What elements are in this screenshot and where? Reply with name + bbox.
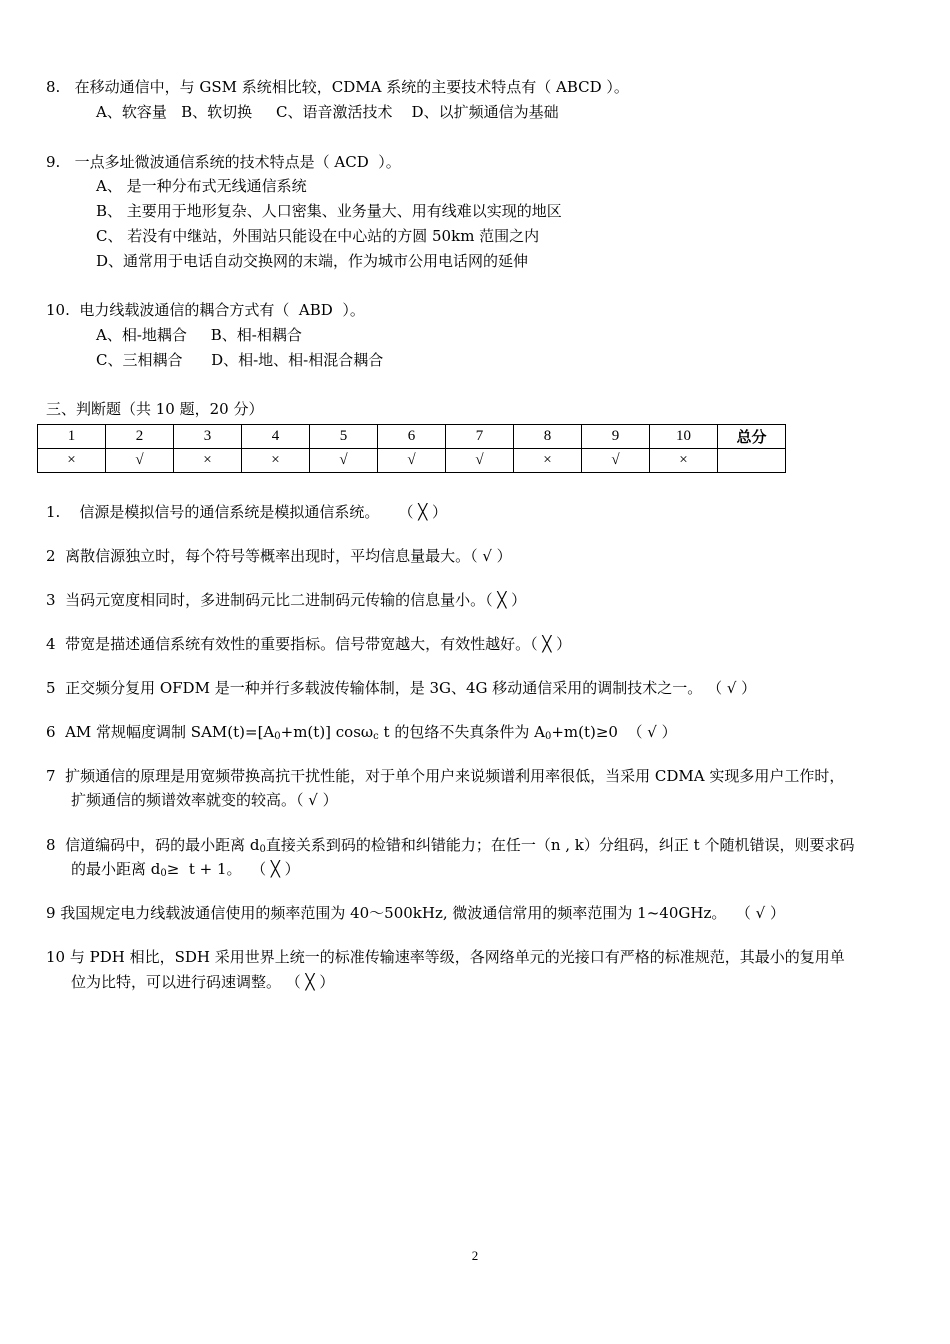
- header-cell: 9: [582, 425, 650, 449]
- header-cell: 3: [174, 425, 242, 449]
- q6-sub-c: c: [373, 731, 379, 742]
- question-9-option-c: C、 若没有中继站，外围站只能设在中心站的方圆 50km 范围之内: [96, 227, 540, 245]
- answer-table-answer-row: [38, 449, 786, 473]
- q8-l1-suffix: 直接关系到码的检错和纠错能力；在任一（n , k）分组码，纠正 t 个随机错误，则要求码: [265, 836, 855, 854]
- header-cell: 6: [378, 425, 446, 449]
- answer-cell: √: [446, 449, 514, 473]
- answer-table-header-row: [38, 425, 786, 449]
- page-number: 2: [471, 1248, 479, 1263]
- q6-sub-0: 0: [274, 731, 281, 742]
- answer-cell: √: [378, 449, 446, 473]
- q6-mid2: t 的包络不失真条件为 A: [378, 723, 545, 741]
- header-cell: 2: [106, 425, 174, 449]
- q8-l1-prefix: 8 信道编码中，码的最小距离 d: [46, 836, 260, 854]
- question-9-stem: 9. 一点多址微波通信系统的技术特点是（ ACD ）。: [46, 153, 401, 171]
- judge-question-1: 1. 信源是模拟信号的通信系统是模拟通信系统。 （ ╳ ）: [46, 503, 448, 521]
- question-9-option-a: A、 是一种分布式无线通信系统: [96, 177, 307, 195]
- q6-sub-1: 0: [544, 731, 552, 742]
- answer-cell: ×: [242, 449, 310, 473]
- judge-question-2: 2 离散信源独立时，每个符号等概率出现时，平均信息量最大。（ √ ）: [46, 547, 512, 565]
- question-9-option-d: D、通常用于电话自动交换网的末端，作为城市公用电话网的延伸: [96, 252, 529, 270]
- q8-l2-prefix: 的最小距离 d: [71, 860, 161, 878]
- question-10-options-ab: A、相-地耦合 B、相-相耦合: [96, 326, 302, 344]
- judge-question-5: 5 正交频分复用 OFDM 是一种并行多载波传输体制，是 3G、4G 移动通信采用的调制技术之一。 （ √ ）: [46, 679, 757, 697]
- judge-question-7-line-1: 7 扩频通信的原理是用宽频带换高抗干扰性能，对于单个用户来说频谱利用率很低，当采用 CDMA 实现多用户工作时，: [46, 767, 845, 785]
- question-10-options-cd: C、三相耦合 D、相-地、相-相混合耦合: [96, 351, 384, 369]
- header-cell: 5: [310, 425, 378, 449]
- judge-question-7-line-2: 扩频通信的频谱效率就变的较高。（ √ ）: [71, 791, 338, 809]
- q6-prefix: 6 AM 常规幅度调制 SAM(t)=[A: [46, 723, 275, 741]
- answer-cell: ×: [650, 449, 718, 473]
- header-cell: 1: [38, 425, 106, 449]
- q6-mid1: +m(t)] cosω: [280, 723, 374, 741]
- judge-question-10-line-2: 位为比特，可以进行码速调整。 （ ╳ ）: [71, 973, 335, 991]
- answer-cell-total[interactable]: [718, 449, 786, 473]
- question-10-stem: 10. 电力线载波通信的耦合方式有（ ABD ）。: [46, 301, 365, 319]
- question-8-stem: 8. 在移动通信中，与 GSM 系统相比较，CDMA 系统的主要技术特点有（ ABCD ）。: [46, 78, 629, 96]
- header-cell: 4: [242, 425, 310, 449]
- judge-question-4: 4 带宽是描述通信系统有效性的重要指标。信号带宽越大，有效性越好。（ ╳ ）: [46, 635, 572, 653]
- judge-question-9: 9 我国规定电力线载波通信使用的频率范围为 40～500kHz, 微波通信常用的频率范围为 1~40GHz。 （ √ ）: [46, 904, 785, 922]
- judge-question-10-line-1: 10 与 PDH 相比，SDH 采用世界上统一的标准传输速率等级，各网络单元的光接口有严格的标准规范，其最小的复用单: [46, 948, 845, 966]
- answer-cell: √: [106, 449, 174, 473]
- answer-cell: ×: [38, 449, 106, 473]
- answer-cell: √: [310, 449, 378, 473]
- q8-l1-sub: 0: [259, 844, 266, 855]
- q6-suffix: +m(t)≥0 （ √ ）: [551, 723, 677, 741]
- judge-question-3: 3 当码元宽度相同时，多进制码元比二进制码元传输的信息量小。（ ╳ ）: [46, 591, 527, 609]
- answer-table: [37, 424, 786, 473]
- question-9-option-b: B、 主要用于地形复杂、人口密集、业务量大、用有线难以实现的地区: [96, 202, 562, 220]
- header-cell-total: 总分: [718, 425, 786, 449]
- answer-cell: ×: [514, 449, 582, 473]
- section-heading: 三、判断题（共 10 题，20 分）: [46, 400, 264, 418]
- q8-l2-suffix: ≥ t + 1。 （ ╳ ）: [166, 860, 300, 878]
- judge-question-8-line-1: [46, 835, 854, 855]
- judge-question-8-line-2: [71, 859, 300, 879]
- question-8-options: A、软容量 B、软切换 C、语音激活技术 D、以扩频通信为基础: [96, 103, 559, 121]
- header-cell: 10: [650, 425, 718, 449]
- answer-cell: ×: [174, 449, 242, 473]
- header-cell: 8: [514, 425, 582, 449]
- answer-cell: √: [582, 449, 650, 473]
- header-cell: 7: [446, 425, 514, 449]
- q8-l2-sub: 0: [160, 868, 167, 879]
- judge-question-6: [46, 722, 677, 742]
